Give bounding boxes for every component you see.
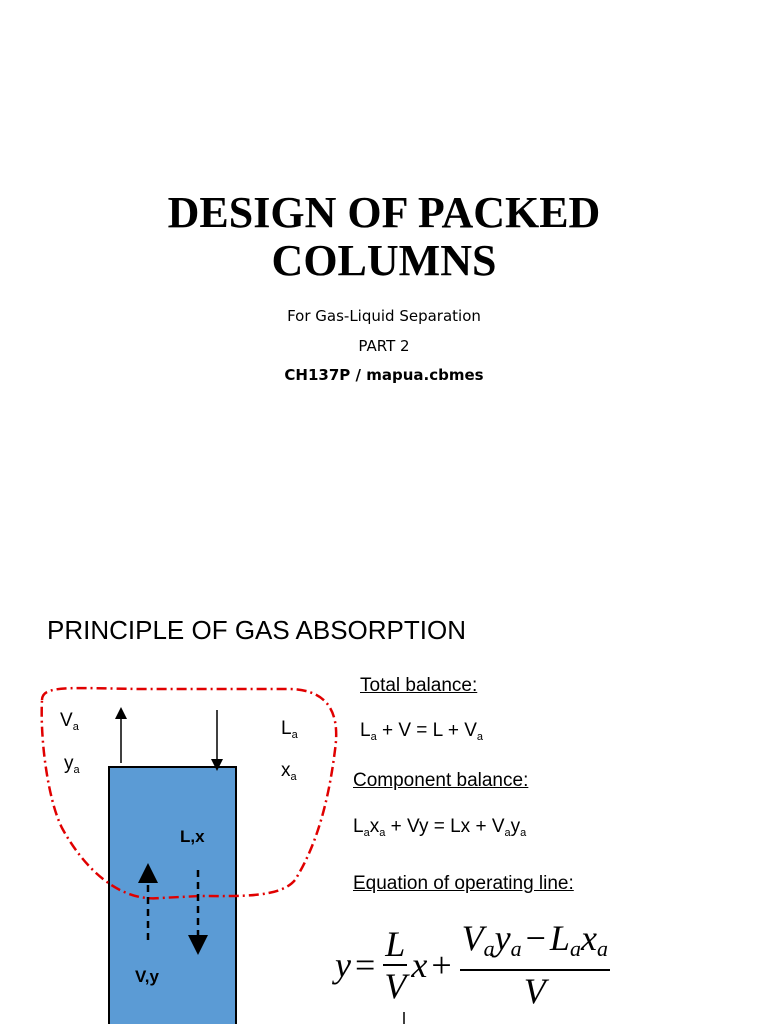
fraction-intercept: $\frac{V_ay_a - L_ax_a}{V}$	[461, 918, 608, 1011]
title-line-2: COLUMNS	[271, 236, 497, 285]
course-label: CH137P / mapua.cbmes	[284, 366, 484, 384]
slide-heading: PRINCIPLE OF GAS ABSORPTION	[47, 615, 466, 645]
component-balance-label: Component balance:	[353, 770, 529, 791]
part-label: PART 2	[358, 337, 410, 355]
label-xa: $x_a$	[281, 760, 297, 783]
operating-line-label: Equation of operating line:	[353, 873, 574, 894]
slide-title	[84, 189, 684, 285]
total-balance-label: Total balance:	[360, 675, 478, 696]
title-line-1: DESIGN OF PACKED	[167, 188, 601, 237]
principle-slide	[0, 560, 768, 1024]
label-lx: L,x	[180, 827, 205, 846]
label-la: $L_a$	[281, 718, 298, 741]
label-va: $V_a$	[60, 710, 79, 733]
fraction-l-over-v: $\frac{L}{V}$	[384, 923, 407, 1006]
slide-subtitle: For Gas-Liquid Separation	[287, 307, 481, 325]
operating-line-formula: y = $\frac{L}{V}$ x + $\frac{V_ay_a - L_ax_a}{V}$	[335, 918, 608, 1011]
component-balance-equation: $L_ax_a + Vy = Lx + V_ay_a$	[353, 816, 527, 839]
label-ya: $y_a$	[64, 753, 80, 776]
label-vy: V,y	[135, 967, 159, 986]
total-balance-equation: $L_a + V = L + V_a$	[360, 720, 483, 743]
